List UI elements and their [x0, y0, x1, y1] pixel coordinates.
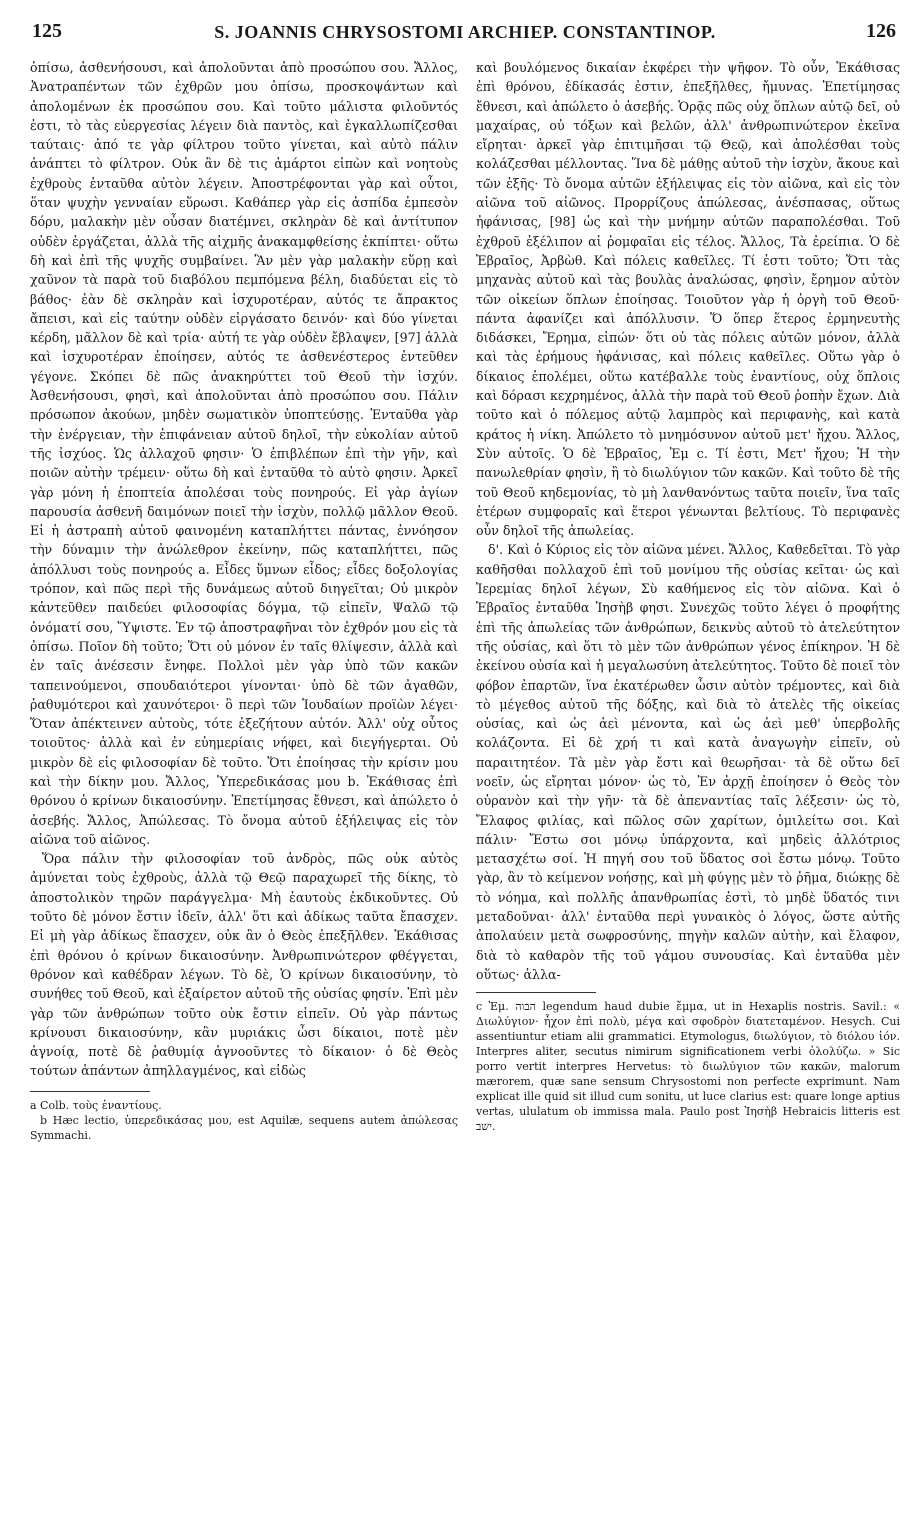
- left-paragraph-2: Ὅρα πάλιν τὴν φιλοσοφίαν τοῦ ἀνδρὸς, πῶς οὐκ αὐτὸς ἀμύνεται τοὺς ἐχθροὺς, ἀλλὰ τῷ Θεῷ παραχωρεῖ τῆς δίκης, τὸ ἀποστολικὸν τηρῶν παράγγελμα· Μὴ ἑαυτοὺς ἐκδικοῦντες. Οὐ τοῦτο δὲ μόνον ἔστιν ἰδεῖν, ἀλλ' ὅτι καὶ ἀδίκως ταῦτα ἔπασχεν. Εἰ μὴ γὰρ ἀδίκως ἔπασχεν, οὐκ ἂν ὁ Θεὸς ἐπεξῆλθεν. Ἐκάθισας ἐπὶ θρόνου ὁ κρίνων δικαιοσύνην. Ἀνθρωπινώτερον φθέγγεται, θρόνον καὶ καθέδραν λέγων. Τὸ δὲ, Ὁ κρίνων δικαιοσύνην, τὸ συνήθες τοῦ Θεοῦ, καὶ ἐξαίρετον αὐτοῦ τῆς οὐσίας φησίν. Ἐπὶ μὲν γὰρ τῶν ἀνθρώπων τοῦτο οὐκ ἔστιν εἰπεῖν. Οὐ γὰρ πάντως κρίνουσι δικαιοσύνην, κἂν μυριάκις ὦσι δίκαιοι, ποτὲ μὲν ἀγνοίᾳ, ποτὲ δὲ ῥαθυμίᾳ ἀγνοοῦντες τὸ δίκαιον· ὁ δὲ Θεὸς τούτων ἁπάντων ἀπηλλαγμένος, καὶ εἰδὼς: [30, 851, 458, 1079]
- footnote-rule: [30, 1091, 150, 1092]
- right-column: [476, 58, 900, 1134]
- footnote-c: c Ἐμ. הבוה legendum haud dubie ἔμμα, ut in Hexaplis nostris. Savil.: « Διωλύγιον· ἦχον ἐπὶ πολὺ, μέγα καὶ σφοδρὸν διατεταμένον. Hesych. Cui assentiuntur etiam alii grammatici. Etymologus, διωλύγιον, τὸ διόλου ἰόν. Interpres aliter, secutus nimirum significationem verbi ὀλολύζω. » Sic porro vertit interpres Hervetus: τὸ διωλύγιον τῶν κακῶν, malorum mærorem, quæ sane sensum Chrysostomi non perfecte exprimunt. Nam explicat ille quid sit illud cum sonitu, ut luce clarius est: quare longe aptius vertas, ululatum ob immissa mala. Paulo post Ἰησὴβ Hebraicis litteris est ישב.: [476, 1000, 900, 1134]
- book-page: [30, 20, 900, 1520]
- footnote-b: b Hæc lectio, ὑπερεδικάσας μου, est Aquilæ, sequens autem ἀπώλεσας Symmachi.: [30, 1113, 458, 1142]
- page-number-left: 125: [32, 20, 62, 42]
- right-paragraph-1: καὶ βουλόμενος δικαίαν ἐκφέρει τὴν ψῆφον. Τὸ οὖν, Ἐκάθισας ἐπὶ θρόνου, ἐδίκασάς ἐστιν, ἐπεξῆλθες, ἤμυνας. Ἐπετίμησας ἔθνεσι, καὶ ἀπώλετο ὁ ἀσεβής. Ὁρᾷς πῶς οὐχ ὅπλων αὐτῷ δεῖ, οὐ μαχαίρας, οὐ τόξων καὶ βελῶν, ἀλλ' ἀνθρωπινώτερον ἐκεῖνα εἴρηται· ἀρκεῖ γὰρ ἐπιτιμῆσαι τῷ Θεῷ, καὶ ἀπολέσθαι τοὺς κολάζεσθαι μέλλοντας. Ἵνα δὲ μάθῃς αὐτοῦ τὴν ἰσχὺν, ἄκουε καὶ τῶν ἑξῆς· Τὸ ὄνομα αὐτῶν ἐξήλειψας εἰς τὸν αἰῶνα, καὶ εἰς τὸν αἰῶνα τοῦ αἰῶνος. Προρρίζους ἀπώλεσας, ἀνέσπασας, οὕτως ἠφάνισας, [98] ὡς καὶ τὴν μνήμην αὐτῶν παραπολέσθαι. Τοῦ ἐχθροῦ ἐξέλιπον αἱ ῥομφαῖαι εἰς τέλος. Ἄλλος, Τὰ ἐρείπια. Ὁ δὲ Ἑβραῖος, Ἀρβὼθ. Καὶ πόλεις καθεῖλες. Τί ἐστι τοῦτο; Ὅτι τὰς μηχανὰς αὐτοῦ καὶ τὰς βουλὰς ἀναλώσας, φησὶν, ἔρημον αὐτὸν τῶν οἰκείων ὅπλων ἐποίησας. Τοιοῦτον γὰρ ἡ ὀργὴ τοῦ Θεοῦ· πάντα ἀφανίζει καὶ ἀπόλλυσιν. Ὅ ὅπερ ἕτερος ἑρμηνευτὴς διδάσκει, Ἔρημα, εἰπών· ὅτι οὐ τὰς πόλεις αὐτῶν μόνον, ἀλλὰ καὶ τὰς ἐρήμους ἠφάνισας, καὶ πόλεις καθεῖλες. Οὕτω γὰρ ὁ δίκαιος ἐπολέμει, οὕτω κατέβαλλε τοὺς ἐναντίους, οὐχ ὅπλοις καὶ δόρασι κεχρημένος, ἀλλὰ τὴν παρὰ τοῦ Θεοῦ ῥοπὴν ἔχων. Διὰ τοῦτο καὶ ὁ πόλεμος αὐτῷ λαμπρὸς καὶ περιφανὴς, καὶ κατὰ κράτος ἡ νίκη. Ἀπώλετο τὸ μνημόσυνον αὐτοῦ μετ' ἤχου. Ἄλλος, Σὺν αὐτοῖς. Ὁ δὲ Ἑβραῖος, Ἐμ c. Τί ἐστι, Μετ' ἤχου; Ἡ τὴν πανωλεθρίαν φησὶν, ἢ τὸ διωλύγιον τῶν κακῶν. Καὶ τοῦτο δὲ τῆς τοῦ Θεοῦ κηδεμονίας, τὸ μὴ λανθανόντως ταῦτα ποιεῖν, ἵνα ταῖς ἑτέρων συμφοραῖς καὶ ἕτεροι γένωνται βελτίους. Τὸ περιφανὲς οὖν δηλοῖ τῆς ἀπωλείας.: [476, 60, 900, 539]
- footnote-a: a Colb. τοὺς ἐναντίους.: [30, 1098, 162, 1112]
- left-column: [30, 58, 458, 1143]
- running-title: S. JOANNIS CHRYSOSTOMI ARCHIEP. CONSTANTINOP.: [214, 22, 716, 42]
- page-number-right: 126: [866, 20, 896, 42]
- right-paragraph-2: δ'. Καὶ ὁ Κύριος εἰς τὸν αἰῶνα μένει. Ἄλλος, Καθεδεῖται. Τὸ γὰρ καθῆσθαι πολλαχοῦ ἐπὶ τοῦ μονίμου τῆς οὐσίας κεῖται· ὡς καὶ Ἱερεμίας δηλοῖ λέγων, Σὺ καθήμενος εἰς τὸν αἰῶνα. Καὶ ὁ Ἑβραῖος ἐνταῦθα Ἰησὴβ φησι. Συνεχῶς τοῦτο λέγει ὁ προφήτης ἐπὶ τῆς ἀπωλείας τῶν ἀνθρώπων, δεικνὺς αὐτοῦ τὸ ἀτελεύτητον τῆς οὐσίας, καὶ ὅτι τὸ μὲν τῶν ἀνθρώπων γένος ἐπίκηρον. Ἡ δὲ ἐκείνου οὐσία καὶ ἡ μεγαλωσύνη ἀτελεύτητος. Τοῦτο δὲ ποιεῖ τὸν φόβον ἐπαρτῶν, ἵνα ἑκατέρωθεν ὦσιν αὐτὸν τρέμοντες, καὶ διὰ τὸ μέγεθος αὐτοῦ τῆς δόξης, καὶ διὰ τὸ ἀτελὲς τῆς οἰκείας οὐσίας, καὶ ὡς ἀεὶ μένοντα, καὶ ὡς ἀεὶ μεθ' ὑπερβολῆς κολάζοντα. Εἰ δὲ χρή τι καὶ κατὰ ἀναγωγὴν εἰπεῖν, οὐ παραιτητέον. Τὰ μὲν γὰρ ἔστι καὶ θεωρῆσαι· τὰ δὲ οὕτω δεῖ νοεῖν, ὡς εἴρηται μόνον· ὡς τὸ, Ἐν ἀρχῇ ἐποίησεν ὁ Θεὸς τὸν οὐρανὸν καὶ τὴν γῆν· τὰ δὲ ἀπεναντίας ταῖς λέξεσιν· ὡς τὸ, Ἔλαφος φιλίας, καὶ πῶλος σῶν χαρίτων, ὁμιλείτω σοι. Καὶ πάλιν· Ἔστω σοι μόνῳ ὑπάρχοντα, καὶ μηδεὶς ἀλλότριος μετασχέτω σοί. Ἡ πηγή σου τοῦ ὕδατος σοὶ ἔστω μόνῳ. Τοῦτο γὰρ, ἂν τὸ κείμενον νοήσῃς, καὶ μὴ φύγῃς μὲν τὸ ῥῆμα, διώκῃς δὲ τὸ νόημα, καὶ πολλῆς ἀπανθρωπίας ἐστὶ, τὸ μηδὲ ὕδατός τινι μεταδοῦναι· ἀλλ' ἐνταῦθα περὶ γυναικὸς ὁ λόγος, ὥστε αὐτῆς ἀπολαύειν μετὰ σωφροσύνης, πηγὴν καλῶν αὐτὴν, καὶ ἔλαφον, διὰ τὸ καθαρὸν τῆς τοῦ γάμου συνουσίας. Καὶ ἐνταῦθα μὲν οὕτως· ἀλλα-: [476, 542, 900, 982]
- page-header: [30, 20, 900, 56]
- left-footnotes: [30, 1098, 458, 1143]
- footnote-rule: [476, 992, 596, 993]
- left-paragraph-1: ὀπίσω, ἀσθενήσουσι, καὶ ἀπολοῦνται ἀπὸ προσώπου σου. Ἄλλος, Ἀνατραπέντων τῶν ἐχθρῶν μου ὀπίσω, προσκοψάντων καὶ ἀπολομένων ἐκ προσώπου σου. Καὶ τοῦτο μάλιστα φιλοῦντός ἐστι, τὸ τὰς εὐεργεσίας λέγειν διὰ παντὸς, καὶ ἐγκαλλωπίζεσθαι ταύταις· ἀπό τε γὰρ φίλτρου τοῦτο γίνεται, καὶ αὐτὸ πάλιν ἀνάπτει τὸ φίλτρον. Οὐκ ἂν δὲ τις ἁμάρτοι εἰπὼν καὶ νοητοὺς ἐχθροὺς ἐνταῦθα αὐτὸν λέγειν. Ἀποστρέφονται γὰρ καὶ οὗτοι, ὅταν ψυχὴν γενναίαν εὕρωσι. Καθάπερ γὰρ εἰς ἀσπίδα ἐμπεσὸν δόρυ, μαλακὴν μὲν οὖσαν διατέμνει, σκληρὰν δὲ καὶ ἀντίτυπον οὐδὲν ἐργάζεται, ἀλλὰ τῆς αἰχμῆς ἀνακαμφθείσης ἐκπίπτει· οὕτω δὴ καὶ ἐπὶ τῆς ψυχῆς συμβαίνει. Ἂν μὲν γὰρ μαλακὴν εὕρῃ καὶ χαῦνον τὰ παρὰ τοῦ διαβόλου πεμπόμενα βέλη, διαδύεται εἰς τὸ βάθος· ἐὰν δὲ σκληρὰν καὶ ἰσχυροτέραν, αὐτός τε ἄπρακτος ἄπεισι, καὶ εἰς ταύτην οὐδὲν εἰργάσατο δεινόν· καὶ δύο γίνεται κέρδη, μᾶλλον δὲ καὶ τρία· αὐτή τε γὰρ οὐδὲν ἔβλαψεν, [97] ἀλλὰ καὶ ἰσχυροτέραν ἐποίησεν, αὐτός τε ἀσθενέστερος ἐντεῦθεν γέγονε. Σκόπει δὲ πῶς ἀνακηρύττει τοῦ Θεοῦ τὴν ἰσχύν. Ἀσθενήσουσι, φησὶ, καὶ ἀπολοῦνται ἀπὸ προσώπου σου. Πάλιν πρόσωπον ἀκούων, μηδὲν σωματικὸν ὑποπτεύσῃς. Ἐνταῦθα γὰρ τὴν ἐνέργειαν, τὴν ἐπιφάνειαν αὐτοῦ δηλοῖ, τὴν εὐκολίαν αὐτοῦ τῆς ἰσχύος. Ὡς ἀλλαχοῦ φησιν· Ὁ ἐπιβλέπων ἐπὶ τὴν γῆν, καὶ ποιῶν αὐτὴν τρέμειν· οὕτω δὴ καὶ ἐνταῦθα τὸ αὐτὸ φησιν. Ἀρκεῖ γὰρ μόνη ἡ ἐποπτεία ἀπολέσαι τοὺς πονηρούς. Εἰ γὰρ ἁγίων παρουσία ἀσθενῆ δαιμόνων ποιεῖ τὴν ἰσχὺν, πολλῷ μᾶλλον Θεοῦ. Εἰ ἡ ἀστραπὴ αὐτοῦ φαινομένη καταπλήττει πάντας, ἐννόησον τὴν δύναμιν τὴν ἀνώλεθρον ἐκείνην, πῶς καταπλήττει, πῶς ἀπόλλυσι τοὺς πονηρούς a. Εἶδες ὕμνων εἶδος; εἶδες δοξολογίας τρόπον, καὶ πῶς περὶ τῆς δυνάμεως αὐτοῦ διηγεῖται; Οὐ μικρὸν κἀντεῦθεν παιδεύει φιλοσοφίας δόγμα, τῷ εἰπεῖν, Ψαλῶ τῷ ὀνόματί σου, Ὕψιστε. Ἐν τῷ ἀποστραφῆναι τὸν ἐχθρόν μου εἰς τὰ ὀπίσω. Ποῖον δὴ τοῦτο; Ὅτι οὐ μόνον ἐν ταῖς θλίψεσιν, ἀλλὰ καὶ ἐν ταῖς ἀνέσεσιν ἔνηφε. Πολλοὶ μὲν γὰρ ὑπὸ τῶν κακῶν ταπεινούμενοι, σπουδαιότεροι γίνονται· ὑπὸ δὲ τῶν ἀγαθῶν, ῥαθυμότεροι καὶ χαυνότεροι· ὃ περὶ τῶν Ἰουδαίων προϊὼν λέγει· Ὅταν ἀπέκτεινεν αὐτοὺς, τότε ἐξεζήτουν αὐτόν. Ἀλλ' οὐχ οὗτος τοιοῦτος· ἀλλὰ καὶ ἐν εὐημερίαις νήφει, καὶ διεγήγερται. Οὐ μικρὸν δὲ εἰς φιλοσοφίαν δὲ τοῦτο. Ὅτι ἐποίησας τὴν κρίσιν μου καὶ τὴν δίκην μου. Ἄλλος, Ὑπερεδικάσας μου b. Ἐκάθισας ἐπὶ θρόνου ὁ κρίνων δικαιοσύνην. Ἐπετίμησας ἔθνεσι, καὶ ἀπώλετο ὁ ἀσεβής. Ἄλλος, Ἀπώλεσας. Τὸ ὄνομα αὐτοῦ ἐξήλειψας εἰς τὸν αἰῶνα τοῦ αἰῶνος.: [30, 60, 458, 847]
- right-footnotes: [476, 999, 900, 1134]
